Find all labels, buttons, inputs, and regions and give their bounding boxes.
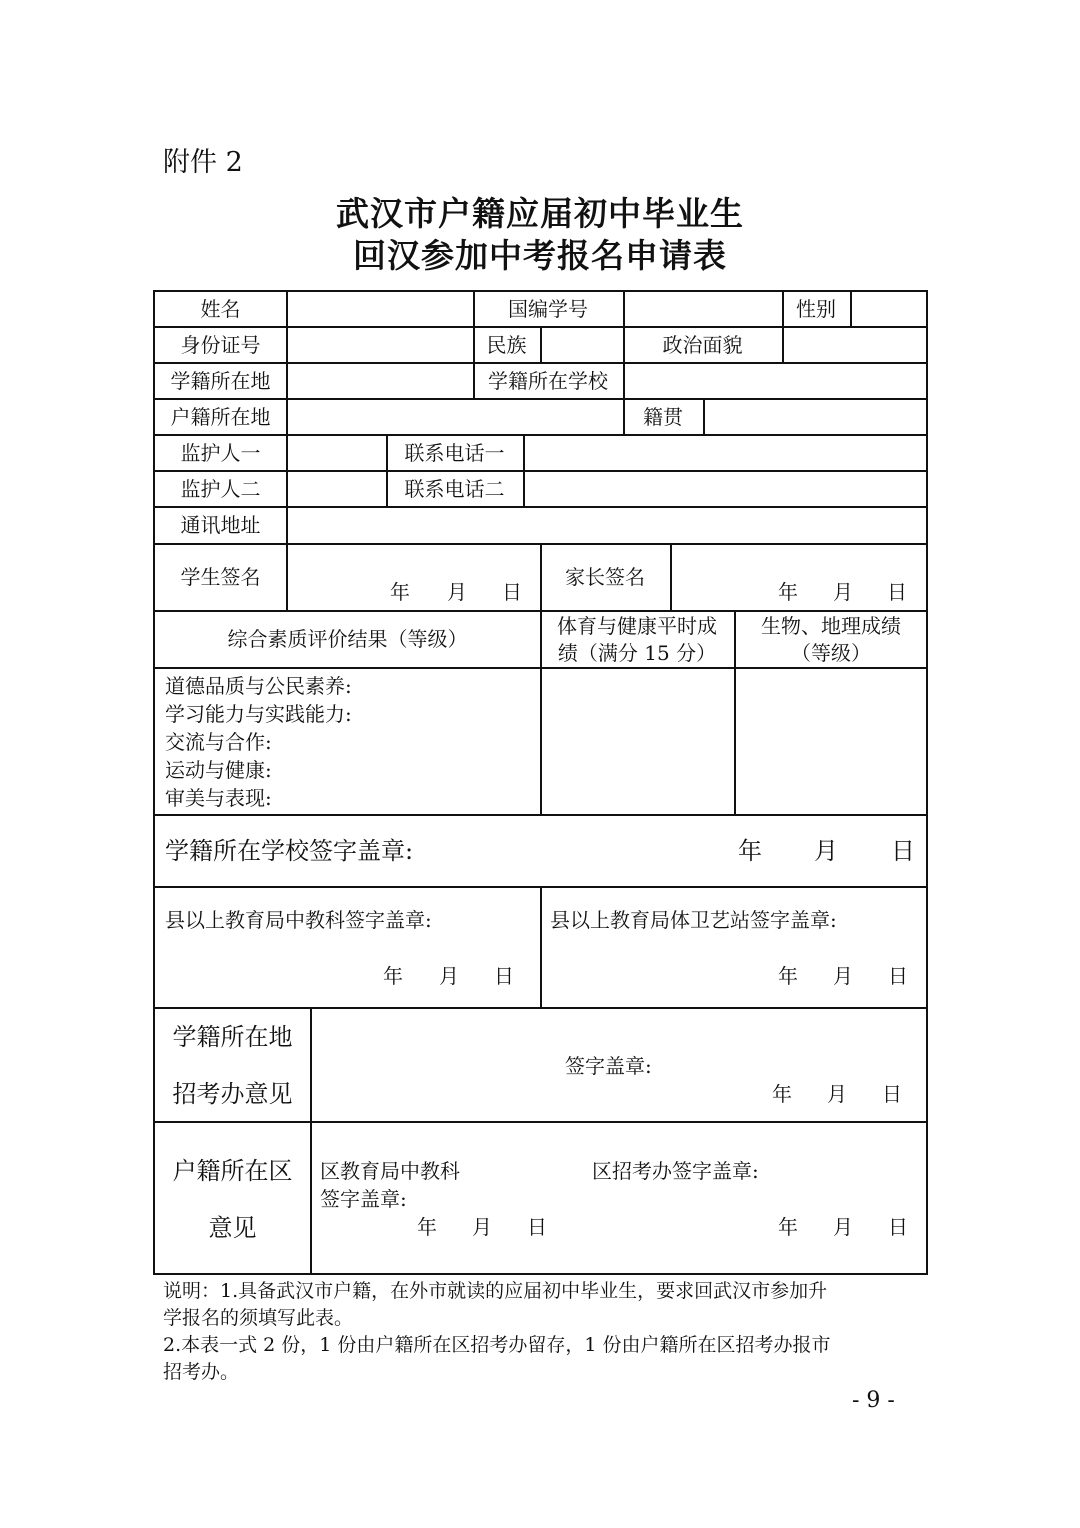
- id-number-field[interactable]: [288, 328, 473, 360]
- student-sign-month: 月: [447, 580, 467, 604]
- student-sign-year: 年: [390, 580, 410, 604]
- label-school-seal: 学籍所在学校签字盖章:: [165, 837, 414, 865]
- form-title-line2: 回汉参加中考报名申请表: [353, 236, 727, 275]
- record-office-month: 月: [827, 1082, 847, 1106]
- label-county-pe-station-seal: 县以上教育局体卫艺站签字盖章:: [550, 908, 837, 932]
- eval-item: 审美与表现:: [165, 786, 272, 810]
- native-place-field[interactable]: [705, 400, 926, 432]
- label-parent-signature: 家长签名: [565, 565, 645, 589]
- phone2-field[interactable]: [525, 472, 926, 504]
- school-seal-year: 年: [738, 837, 762, 865]
- label-phone2: 联系电话二: [404, 477, 505, 501]
- label-record-exam-office-line1: 学籍所在地: [172, 1023, 293, 1051]
- label-id-number: 身份证号: [180, 333, 261, 357]
- ethnicity-field[interactable]: [542, 328, 623, 360]
- eval-item: 运动与健康:: [165, 758, 272, 782]
- label-district-edu-line2: 签字盖章:: [320, 1187, 407, 1211]
- pe-score-field[interactable]: [542, 669, 734, 812]
- county-edu-day: 日: [494, 964, 514, 988]
- address-field[interactable]: [288, 508, 926, 541]
- county-pe-day: 日: [888, 964, 908, 988]
- record-office-day: 日: [882, 1082, 902, 1106]
- national-student-id-field[interactable]: [625, 294, 782, 324]
- district-edu-month: 月: [472, 1215, 492, 1239]
- header-pe-line2: 绩（满分 15 分）: [557, 641, 717, 665]
- form-title-line1: 武汉市户籍应届初中毕业生: [336, 194, 744, 233]
- eval-item: 学习能力与实践能力:: [165, 702, 352, 726]
- label-phone1: 联系电话一: [404, 441, 505, 465]
- label-county-edu-office-seal: 县以上教育局中教科签字盖章:: [165, 908, 432, 932]
- note-line: 2.本表一式 2 份，1 份由户籍所在区招考办留存，1 份由户籍所在区招考办报市: [163, 1334, 831, 1356]
- attachment-label: 附件 2: [163, 147, 243, 178]
- label-guardian2: 监护人二: [180, 477, 261, 501]
- school-record-location-field[interactable]: [288, 364, 473, 396]
- parent-sign-year: 年: [778, 580, 798, 604]
- label-political-status: 政治面貌: [662, 333, 743, 357]
- eval-item: 道德品质与公民素养:: [165, 674, 352, 698]
- label-guardian1: 监护人一: [180, 441, 261, 465]
- label-household-district-line2: 意见: [208, 1214, 257, 1242]
- parent-sign-day: 日: [887, 580, 907, 604]
- header-pe-line1: 体育与健康平时成: [557, 614, 717, 638]
- label-district-edu-line1: 区教育局中教科: [320, 1159, 460, 1183]
- household-location-field[interactable]: [288, 400, 623, 432]
- county-edu-month: 月: [439, 964, 459, 988]
- phone1-field[interactable]: [525, 436, 926, 468]
- label-sign-seal: 签字盖章:: [565, 1054, 652, 1078]
- district-exam-year: 年: [778, 1215, 798, 1239]
- county-pe-month: 月: [833, 964, 853, 988]
- label-name: 姓名: [200, 297, 241, 321]
- label-household-district-line1: 户籍所在区: [172, 1157, 293, 1185]
- record-office-year: 年: [772, 1082, 792, 1106]
- label-student-signature: 学生签名: [180, 565, 261, 589]
- county-pe-year: 年: [778, 964, 798, 988]
- label-native-place: 籍贯: [643, 405, 683, 429]
- school-seal-month: 月: [814, 837, 838, 865]
- name-field[interactable]: [288, 294, 473, 324]
- school-seal-day: 日: [891, 837, 915, 865]
- political-status-field[interactable]: [784, 328, 926, 360]
- label-record-exam-office-line2: 招考办意见: [172, 1080, 293, 1108]
- gender-field[interactable]: [852, 294, 926, 324]
- label-district-exam-seal: 区招考办签字盖章:: [592, 1159, 759, 1183]
- student-sign-day: 日: [502, 580, 522, 604]
- label-address: 通讯地址: [180, 513, 261, 537]
- district-exam-month: 月: [833, 1215, 853, 1239]
- header-bio-geo-line2: （等级）: [791, 641, 871, 665]
- district-exam-day: 日: [888, 1215, 908, 1239]
- label-gender: 性别: [796, 297, 836, 321]
- label-national-student-id: 国编学号: [508, 297, 588, 321]
- bio-geo-score-field[interactable]: [736, 669, 926, 812]
- note-line: 说明：1.具备武汉市户籍，在外市就读的应届初中毕业生，要求回武汉市参加升: [163, 1280, 828, 1302]
- label-ethnicity: 民族: [486, 333, 527, 357]
- page-number: - 9 -: [852, 1388, 895, 1413]
- label-household-location: 户籍所在地: [170, 405, 271, 429]
- note-line: 学报名的须填写此表。: [163, 1307, 354, 1329]
- eval-item: 交流与合作:: [165, 730, 272, 754]
- label-school-record-school: 学籍所在学校: [488, 369, 608, 393]
- county-edu-year: 年: [383, 964, 403, 988]
- district-edu-year: 年: [417, 1215, 437, 1239]
- school-record-school-field[interactable]: [625, 364, 926, 396]
- header-bio-geo-line1: 生物、地理成绩: [761, 614, 901, 638]
- district-edu-day: 日: [527, 1215, 547, 1239]
- label-school-record-location: 学籍所在地: [170, 369, 271, 393]
- application-form: [153, 290, 928, 1275]
- header-comprehensive-eval: 综合素质评价结果（等级）: [227, 627, 468, 651]
- parent-sign-month: 月: [833, 580, 853, 604]
- guardian2-field[interactable]: [288, 472, 386, 504]
- guardian1-field[interactable]: [288, 436, 386, 468]
- note-line: 招考办。: [163, 1361, 240, 1383]
